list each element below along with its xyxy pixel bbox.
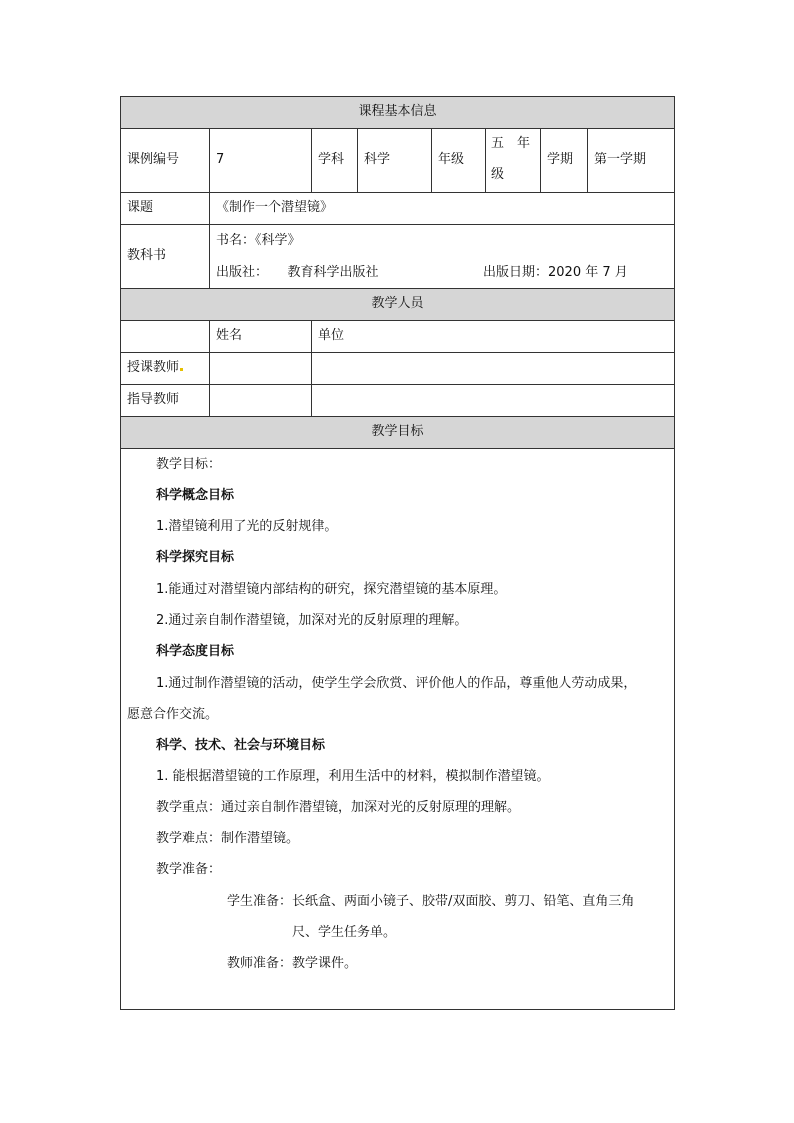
term-label: 学期 xyxy=(547,152,574,167)
staff-name-header: 姓名 xyxy=(216,328,243,343)
prep-heading: 教学准备： xyxy=(156,862,222,877)
teacher-label-text: 授课教师 xyxy=(127,360,180,375)
grade-value-line1: 五 年 xyxy=(491,136,531,151)
yellow-dot-mark xyxy=(180,368,183,371)
grade-label: 年级 xyxy=(438,152,465,167)
inquiry-item-2: 2.通过亲自制作潜望镜，加深对光的反射原理的理解。 xyxy=(156,613,468,628)
heading-attitude: 科学态度目标 xyxy=(156,644,235,659)
topic-label: 课题 xyxy=(127,200,154,215)
student-prep-line2: 尺、学生任务单。 xyxy=(292,925,397,940)
teacher-label xyxy=(127,359,183,377)
publish-date: 出版日期：2020 年 7 月 xyxy=(483,265,628,280)
section-title-objectives: 教学目标 xyxy=(371,424,424,439)
textbook-label: 教科书 xyxy=(127,248,167,263)
difficulty: 教学难点：制作潜望镜。 xyxy=(156,831,300,846)
key-point: 教学重点：通过亲自制作潜望镜，加深对光的反射原理的理解。 xyxy=(156,800,521,815)
publisher: 出版社： 教育科学出版社 xyxy=(216,265,379,280)
heading-inquiry: 科学探究目标 xyxy=(156,550,235,565)
objectives-intro: 教学目标： xyxy=(156,457,222,472)
subject-value: 科学 xyxy=(364,152,391,167)
staff-unit-header: 单位 xyxy=(318,328,345,343)
section-title-basic-info: 课程基本信息 xyxy=(358,104,437,119)
subject-label: 学科 xyxy=(318,152,345,167)
student-prep-line1: 学生准备：长纸盒、两面小镜子、胶带/双面胶、剪刀、铅笔、直角三角 xyxy=(227,894,635,909)
concept-item-1: 1.潜望镜利用了光的反射规律。 xyxy=(156,519,338,534)
teacher-prep: 教师准备：教学课件。 xyxy=(227,956,358,971)
term-value: 第一学期 xyxy=(594,152,647,167)
case-no-value: 7 xyxy=(216,152,225,167)
inquiry-item-1: 1.能通过对潜望镜内部结构的研究，探究潜望镜的基本原理。 xyxy=(156,582,507,597)
grade-value-line2: 级 xyxy=(491,167,505,182)
section-title-staff: 教学人员 xyxy=(371,296,424,311)
heading-stse: 科学、技术、社会与环境目标 xyxy=(156,738,326,753)
heading-concept: 科学概念目标 xyxy=(156,488,235,503)
case-no-label: 课例编号 xyxy=(127,152,180,167)
stse-item-1: 1. 能根据潜望镜的工作原理，利用生活中的材料，模拟制作潜望镜。 xyxy=(156,769,550,784)
attitude-item-1b: 愿意合作交流。 xyxy=(127,707,219,722)
attitude-item-1a: 1.通过制作潜望镜的活动，使学生学会欣赏、评价他人的作品，尊重他人劳动成果， xyxy=(156,676,637,691)
advisor-label: 指导教师 xyxy=(127,392,180,407)
book-name: 书名：《科学》 xyxy=(216,233,301,248)
topic-value: 《制作一个潜望镜》 xyxy=(216,200,334,215)
